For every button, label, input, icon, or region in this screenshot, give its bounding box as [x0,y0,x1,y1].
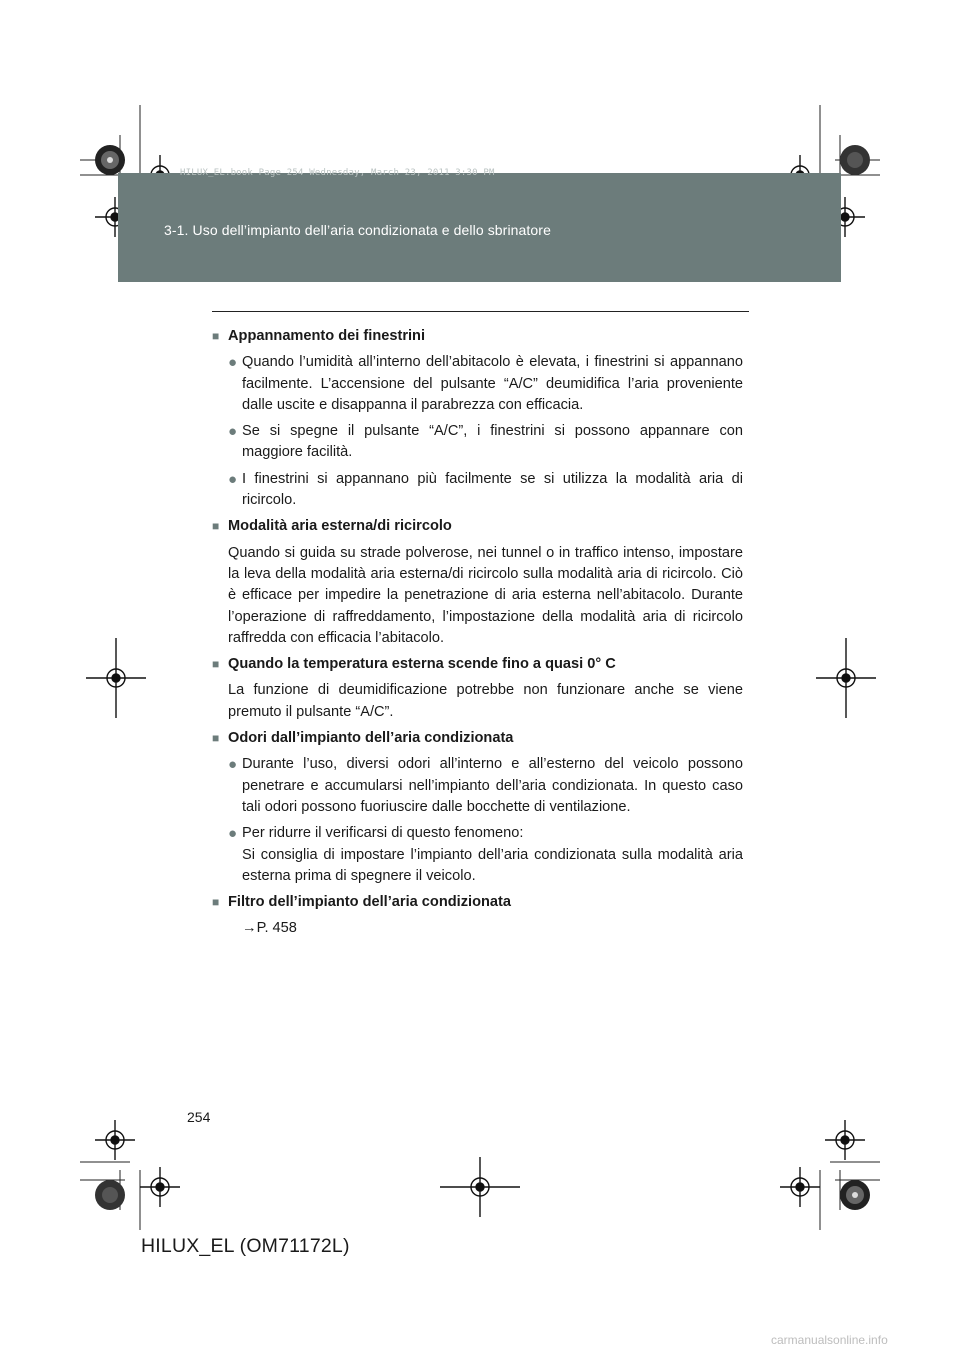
section-heading: ■ Modalità aria esterna/di ricircolo [212,516,743,537]
circle-bullet-icon: ● [228,470,238,488]
bullet-item: ● I finestrini si appannano più facilmente se si utilizza la modalità aria di ricircolo. [212,469,743,512]
section-paragraph: La funzione di deumidificazione potrebbe non funzionare anche se viene premuto il pulsante “A/C”. [228,682,743,720]
page-number: 254 [187,1109,211,1125]
square-bullet-icon: ■ [212,329,220,343]
header-divider [212,311,749,312]
circle-bullet-icon: ● [228,354,238,372]
section-heading: ■ Quando la temperatura esterna scende fino a quasi 0° C [212,654,743,675]
section-heading: ■ Appannamento dei finestrini [212,326,743,347]
bullet-item: ● Durante l’uso, diversi odori all’interno e all’esterno del veicolo possono penetrare e accumularsi nell’impianto dell’aria condizionata. In questo caso tali odori possono fuoriuscire dalle bocchette di ventilazione. [212,754,743,818]
document-code: HILUX_EL (OM71172L) [141,1235,350,1257]
circle-bullet-icon: ● [228,756,238,774]
bullet-item: ● Per ridurre il verificarsi di questo fenomeno: [212,823,743,844]
bullet-item: ● Quando l’umidità all’interno dell’abitacolo è elevata, i finestrini si appannano facilmente. L’accensione del pulsante “A/C” deumidifica l’aria proveniente dalle uscite e disappanna il parabrezza con efficacia. [212,352,743,416]
manual-content [212,326,743,945]
bullet-item: ● Se si spegne il pulsante “A/C”, i finestrini si possono appannare con maggiore facilità. [212,421,743,464]
square-bullet-icon: ■ [212,895,220,910]
bullet-continuation: Si consiglia di impostare l’impianto dell’aria condizionata sulla modalità aria esterna prima di spegnere il veicolo. [242,846,743,884]
square-bullet-icon: ■ [212,519,220,534]
section-heading: ■ Filtro dell’impianto dell’aria condizionata [212,892,743,913]
page-reference-link[interactable]: →P. 458 [242,920,297,937]
circle-bullet-icon: ● [228,423,238,441]
section-heading: ■ Odori dall’impianto dell’aria condizionata [212,728,743,749]
square-bullet-icon: ■ [212,731,220,746]
watermark: carmanualsonline.info [771,1333,888,1347]
book-stamp: HILUX_EL.book Page 254 Wednesday, March 23, 2011 3:30 PM [180,168,495,178]
section-paragraph: Quando si guida su strade polverose, nei tunnel o in traffico intenso, impostare la leva della modalità aria esterna/di ricircolo sulla modalità aria di ricircolo. Ciò è efficace per impedire la penetrazione di aria esterna nell’abitacolo. Durante l’operazione di raffreddamento, l’impostazione della modalità aria di ricircolo raffredda con efficacia l’abitacolo. [228,544,743,646]
circle-bullet-icon: ● [228,825,238,843]
square-bullet-icon: ■ [212,657,220,672]
section-title: 3-1. Uso dell’impianto dell’aria condizionata e dello sbrinatore [164,222,551,238]
